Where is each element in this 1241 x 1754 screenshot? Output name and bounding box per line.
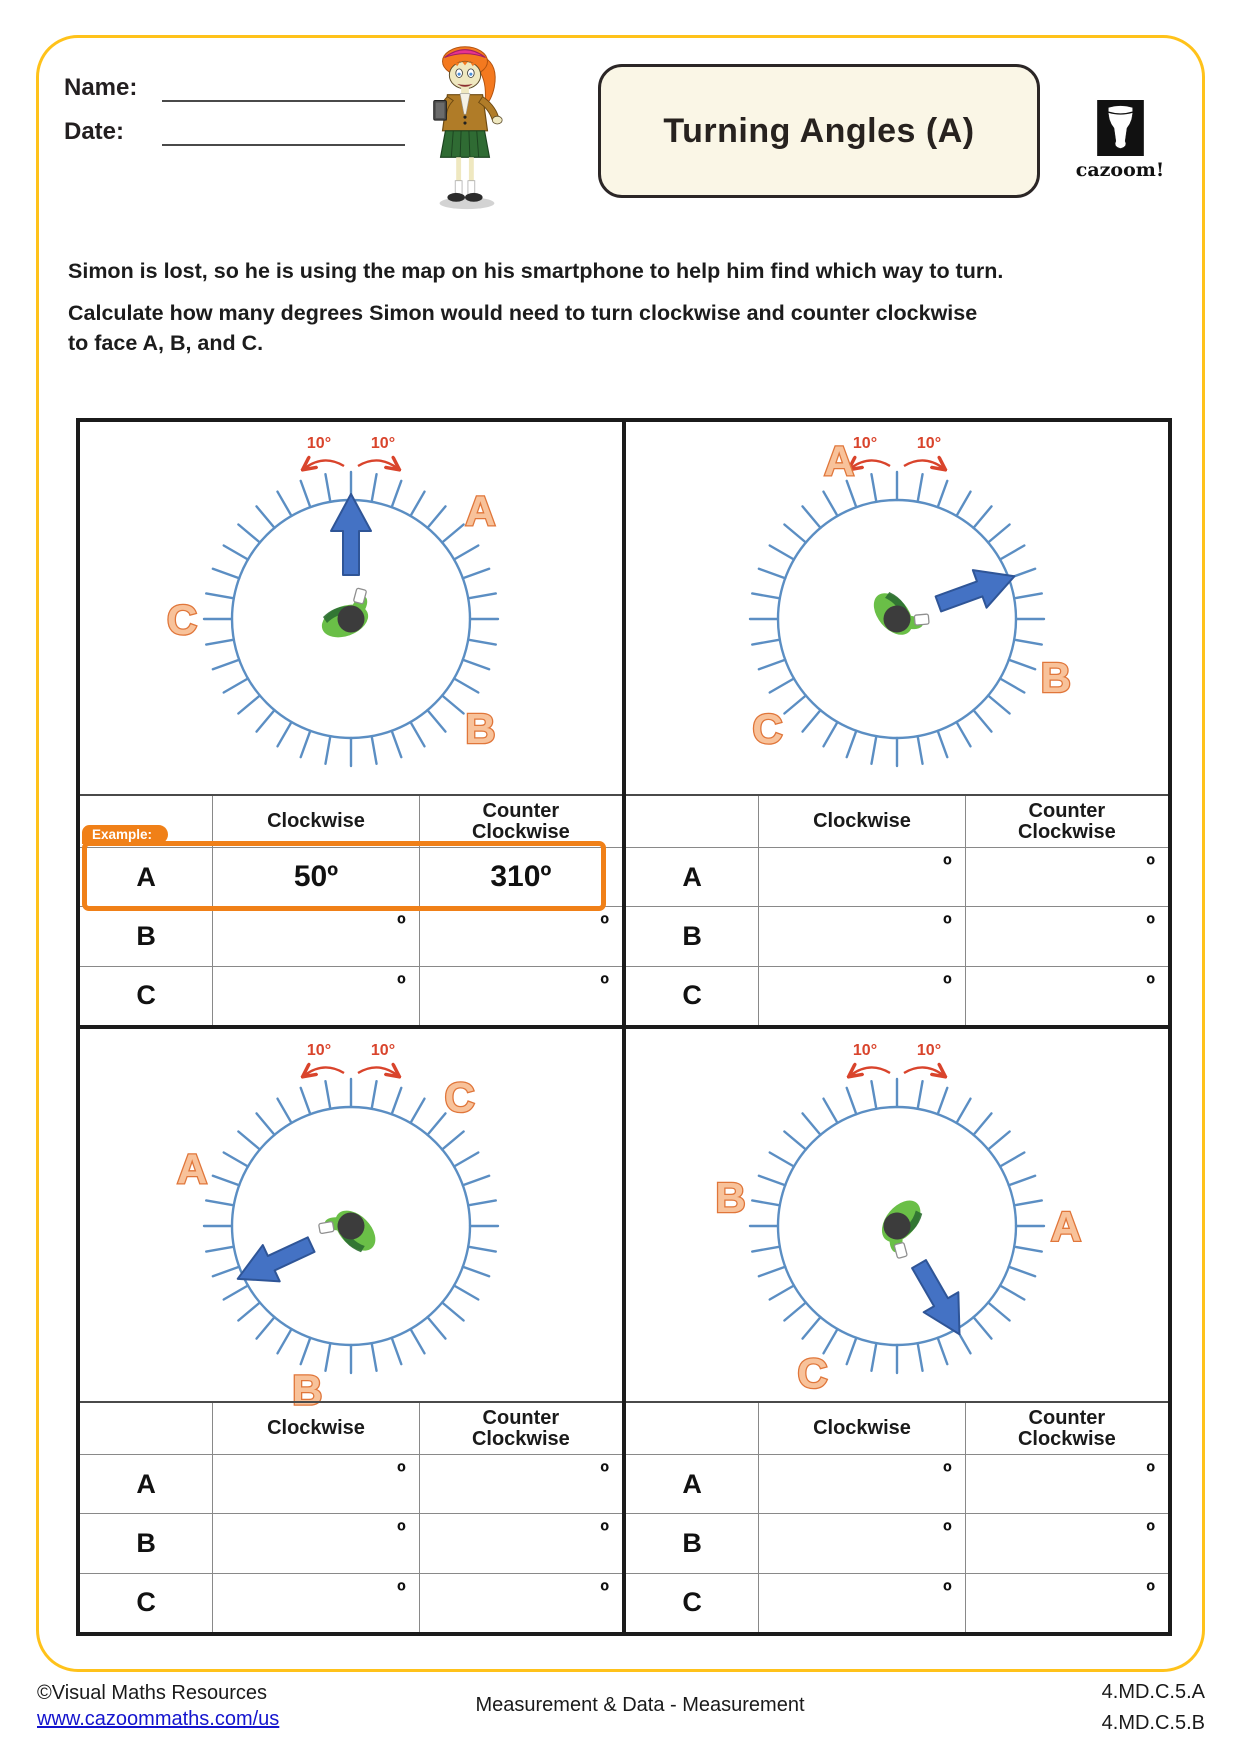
- cartoon-girl-illustration: [415, 36, 515, 212]
- svg-text:B: B: [1040, 653, 1071, 701]
- answer-cell-c-counter[interactable]: [965, 967, 1168, 1025]
- degree-symbol: º: [942, 852, 952, 879]
- degree-symbol: º: [396, 970, 406, 998]
- answer-table-1: [80, 794, 622, 1025]
- clockwise-header: Clockwise: [758, 1403, 965, 1454]
- row-label-c: C: [682, 980, 702, 1011]
- counter-clockwise-header: [965, 1403, 1168, 1454]
- row-label-a: A: [136, 861, 156, 892]
- answer-cell-c-counter[interactable]: [965, 1574, 1168, 1632]
- problem-2: [626, 422, 1168, 1025]
- degree-symbol: º: [1146, 1518, 1155, 1546]
- svg-text:C: C: [166, 596, 198, 644]
- answer-cell-b-counter[interactable]: [419, 907, 622, 965]
- answer-cell-b-counter[interactable]: [965, 907, 1168, 965]
- table-row-a: [80, 847, 622, 906]
- degree-symbol: º: [1146, 911, 1155, 939]
- footer-left: [37, 1680, 279, 1732]
- answer-table-2: [626, 794, 1168, 1025]
- row-label-b: B: [136, 920, 156, 951]
- svg-text:B: B: [292, 1366, 323, 1414]
- problems-grid: [76, 418, 1172, 1636]
- degree-symbol: º: [942, 1518, 952, 1546]
- counter-clockwise-header: [965, 796, 1168, 847]
- answer-cell-c-clockwise[interactable]: [758, 1574, 965, 1632]
- answer-cell-a-clockwise[interactable]: [212, 1455, 419, 1513]
- degree-symbol: º: [600, 1577, 609, 1605]
- row-label-b: B: [136, 1527, 156, 1558]
- copyright-text: ©Visual Maths Resources: [37, 1682, 268, 1704]
- turning-diagram-4: [626, 1029, 1168, 1401]
- degree-symbol: º: [942, 1459, 952, 1486]
- instruction-line-2: Calculate how many degrees Simon would need to turn clockwise and counter clockwise: [68, 301, 978, 325]
- degree-symbol: º: [396, 1459, 406, 1486]
- degree-symbol: º: [396, 1518, 406, 1546]
- svg-text:10°: 10°: [852, 1042, 878, 1059]
- degree-symbol: º: [1146, 1577, 1155, 1605]
- row-label-b: B: [682, 1527, 702, 1558]
- row-label-a: A: [682, 861, 702, 892]
- svg-text:B: B: [715, 1173, 746, 1221]
- counter-header-line2: Clockwise: [471, 820, 570, 843]
- name-label: Name:: [64, 74, 138, 101]
- svg-text:10°: 10°: [916, 435, 942, 452]
- table-header-row: [80, 1403, 622, 1454]
- table-row-c: [626, 966, 1168, 1025]
- counter-header-line2: Clockwise: [1017, 1427, 1116, 1450]
- instructions: [68, 256, 1162, 358]
- counter-clockwise-header: [419, 796, 622, 847]
- svg-text:10°: 10°: [306, 1042, 332, 1059]
- website-link[interactable]: www.cazoommaths.com/us: [37, 1708, 280, 1730]
- answer-cell-c-clockwise[interactable]: [212, 1574, 419, 1632]
- answer-cell-a-counter[interactable]: [965, 848, 1168, 906]
- turning-diagram-2: [626, 422, 1168, 794]
- answer-cell-c-clockwise[interactable]: [212, 967, 419, 1025]
- counter-header-line1: Counter: [1028, 799, 1106, 822]
- cazoom-logo: [1072, 100, 1168, 181]
- empty-header-cell: [626, 796, 758, 847]
- table-row-a: [626, 1454, 1168, 1513]
- table-row-a: [80, 1454, 622, 1513]
- clockwise-header: Clockwise: [212, 1403, 419, 1454]
- answer-table-3: [80, 1401, 622, 1632]
- table-header-row: [626, 796, 1168, 847]
- table-row-b: [80, 1513, 622, 1572]
- svg-text:A: A: [177, 1145, 208, 1193]
- instruction-line-3: to face A, B, and C.: [68, 331, 264, 355]
- empty-header-cell: [80, 1403, 212, 1454]
- answer-cell-b-counter[interactable]: [965, 1514, 1168, 1572]
- counter-header-line2: Clockwise: [1017, 820, 1116, 843]
- degree-symbol: º: [396, 1577, 406, 1605]
- answer-table-4: [626, 1401, 1168, 1632]
- answer-cell-c-clockwise[interactable]: [758, 967, 965, 1025]
- degree-symbol: º: [1146, 1459, 1155, 1486]
- problem-4: [626, 1029, 1168, 1632]
- row-label-a: A: [682, 1468, 702, 1499]
- svg-text:C: C: [444, 1073, 475, 1121]
- answer-cell-b-counter[interactable]: [419, 1514, 622, 1572]
- answer-cell-b-clockwise[interactable]: [212, 907, 419, 965]
- counter-header-line1: Counter: [482, 1406, 560, 1429]
- empty-header-cell: [626, 1403, 758, 1454]
- degree-symbol: º: [1146, 852, 1155, 879]
- degree-symbol: º: [600, 1459, 609, 1486]
- degree-symbol: º: [600, 911, 609, 939]
- svg-text:10°: 10°: [852, 435, 878, 452]
- svg-text:A: A: [1050, 1203, 1082, 1251]
- table-header-row: [626, 1403, 1168, 1454]
- svg-text:B: B: [465, 704, 496, 752]
- name-input-line[interactable]: [162, 74, 405, 102]
- turning-diagram-1: [80, 422, 622, 794]
- degree-symbol: º: [942, 970, 952, 998]
- answer-cell-a-clockwise[interactable]: [758, 848, 965, 906]
- table-row-c: [80, 1573, 622, 1632]
- table-row-b: [80, 906, 622, 965]
- svg-text:10°: 10°: [370, 435, 396, 452]
- svg-text:A: A: [824, 437, 855, 485]
- turning-diagram-3: [80, 1029, 622, 1414]
- svg-text:10°: 10°: [306, 435, 332, 452]
- counter-header-line1: Counter: [482, 799, 560, 822]
- date-input-line[interactable]: [162, 118, 405, 146]
- svg-text:C: C: [797, 1349, 828, 1397]
- answer-cell-b-clockwise[interactable]: [758, 907, 965, 965]
- counter-header-line1: Counter: [1028, 1406, 1106, 1429]
- table-row-c: [80, 966, 622, 1025]
- logo-wordmark: cazoom!: [1075, 159, 1165, 181]
- standard-code-1: 4.MD.C.5.A: [1101, 1681, 1205, 1703]
- counter-clockwise-header: [419, 1403, 622, 1454]
- date-label: Date:: [64, 118, 125, 145]
- answer-cell-a-counter[interactable]: [419, 1455, 622, 1513]
- drum-icon: [1097, 100, 1144, 156]
- problem-3: [80, 1029, 622, 1632]
- row-label-a: A: [136, 1468, 156, 1499]
- answer-cell-b-clockwise[interactable]: [758, 1514, 965, 1572]
- footer-standards: [1102, 1677, 1205, 1739]
- table-header-row: [80, 796, 622, 847]
- answer-cell-c-counter[interactable]: [419, 1574, 622, 1632]
- title-box: [598, 64, 1040, 198]
- clockwise-header: Clockwise: [758, 796, 965, 847]
- svg-text:C: C: [752, 704, 783, 752]
- answer-cell-c-counter[interactable]: [419, 967, 622, 1025]
- row-label-c: C: [682, 1587, 702, 1618]
- row-label-c: C: [136, 1587, 156, 1618]
- table-row-a: [626, 847, 1168, 906]
- empty-header-cell: [80, 796, 212, 847]
- degree-symbol: º: [1146, 970, 1155, 998]
- answer-cell-a-counter[interactable]: 310º: [419, 848, 622, 906]
- svg-text:10°: 10°: [916, 1042, 942, 1059]
- answer-cell-b-clockwise[interactable]: [212, 1514, 419, 1572]
- svg-text:A: A: [465, 487, 496, 535]
- answer-cell-a-clockwise[interactable]: 50º: [212, 848, 419, 906]
- degree-symbol: º: [600, 1518, 609, 1546]
- footer-category: Measurement & Data - Measurement: [475, 1694, 805, 1716]
- table-row-b: [626, 1513, 1168, 1572]
- example-tab: Example:: [82, 825, 168, 844]
- table-row-b: [626, 906, 1168, 965]
- instruction-line-1: Simon is lost, so he is using the map on his smartphone to help him find which way to turn.: [68, 259, 1004, 283]
- counter-header-line2: Clockwise: [471, 1427, 570, 1450]
- problem-1: [80, 422, 622, 1025]
- answer-cell-a-counter[interactable]: [965, 1455, 1168, 1513]
- table-row-c: [626, 1573, 1168, 1632]
- name-date-block: [64, 74, 405, 162]
- clockwise-header: Clockwise: [212, 796, 419, 847]
- answer-cell-a-clockwise[interactable]: [758, 1455, 965, 1513]
- degree-symbol: º: [942, 1577, 952, 1605]
- standard-code-2: 4.MD.C.5.B: [1101, 1712, 1205, 1734]
- degree-symbol: º: [600, 970, 609, 998]
- degree-symbol: º: [396, 911, 406, 939]
- row-label-b: B: [682, 920, 702, 951]
- page-title: Turning Angles (A): [663, 111, 975, 150]
- svg-text:10°: 10°: [370, 1042, 396, 1059]
- degree-symbol: º: [942, 911, 952, 939]
- row-label-c: C: [136, 980, 156, 1011]
